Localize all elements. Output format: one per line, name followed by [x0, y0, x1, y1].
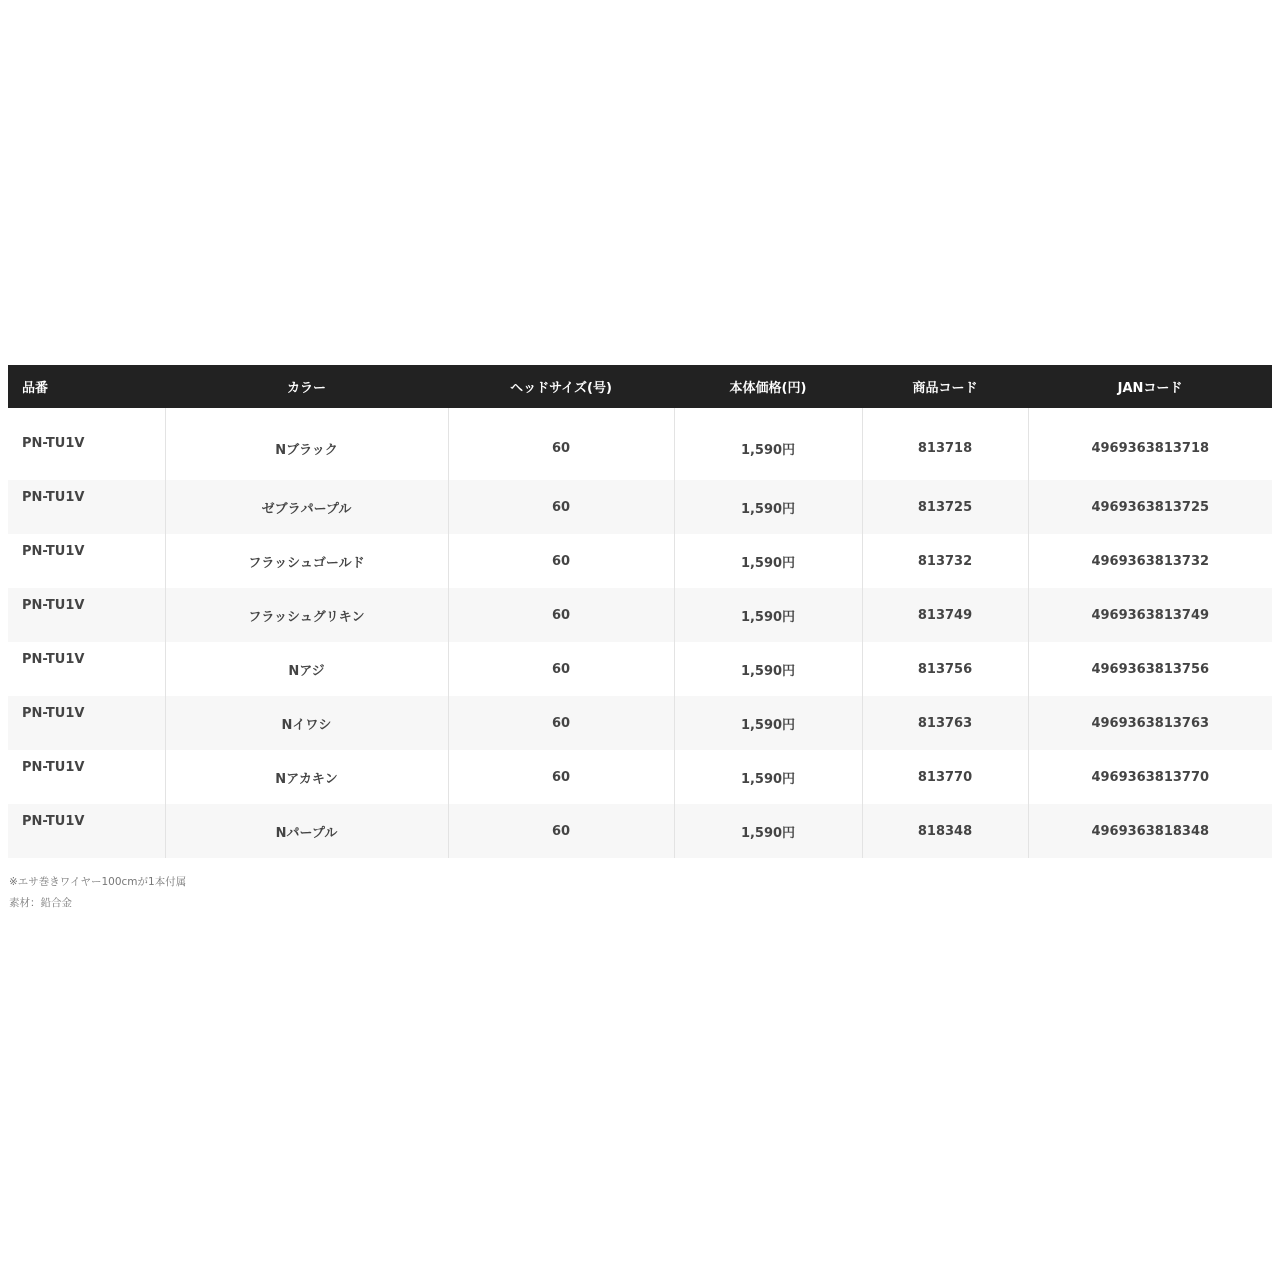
cell-jan-code: 4969363813763: [1028, 696, 1272, 750]
spec-table: [8, 365, 1272, 858]
cell-head-size: 60: [448, 750, 674, 804]
cell-jan-code: 4969363813770: [1028, 750, 1272, 804]
cell-product-code: 813756: [862, 642, 1028, 696]
cell-price: 1,590円: [674, 534, 862, 588]
cell-price: 1,590円: [674, 480, 862, 534]
cell-product-number: PN-TU1V: [8, 588, 165, 642]
table-row: [8, 642, 1272, 696]
table-row: [8, 588, 1272, 642]
cell-product-code: 813749: [862, 588, 1028, 642]
spec-table-wrapper: [8, 365, 1272, 858]
cell-jan-code: 4969363813732: [1028, 534, 1272, 588]
cell-price: 1,590円: [674, 642, 862, 696]
table-row: [8, 480, 1272, 534]
spec-table-header: [8, 365, 1272, 408]
header-row: [8, 365, 1272, 408]
cell-color: フラッシュグリキン: [165, 588, 448, 642]
cell-price: 1,590円: [674, 588, 862, 642]
cell-head-size: 60: [448, 534, 674, 588]
cell-color: フラッシュゴールド: [165, 534, 448, 588]
cell-product-code: 818348: [862, 804, 1028, 858]
table-row: [8, 696, 1272, 750]
cell-product-code: 813725: [862, 480, 1028, 534]
cell-product-number: PN-TU1V: [8, 696, 165, 750]
spec-table-body: [8, 408, 1272, 858]
cell-price: 1,590円: [674, 804, 862, 858]
header-product-number: 品番: [8, 365, 165, 408]
cell-head-size: 60: [448, 480, 674, 534]
note-material: 素材：鉛合金: [9, 897, 72, 909]
cell-color: Nブラック: [165, 408, 448, 480]
table-row: [8, 534, 1272, 588]
cell-color: Nアジ: [165, 642, 448, 696]
table-row: [8, 750, 1272, 804]
cell-color: Nパープル: [165, 804, 448, 858]
cell-head-size: 60: [448, 642, 674, 696]
cell-product-number: PN-TU1V: [8, 408, 165, 480]
cell-product-number: PN-TU1V: [8, 750, 165, 804]
cell-price: 1,590円: [674, 750, 862, 804]
cell-head-size: 60: [448, 696, 674, 750]
table-row: [8, 804, 1272, 858]
cell-product-code: 813718: [862, 408, 1028, 480]
cell-head-size: 60: [448, 804, 674, 858]
cell-price: 1,590円: [674, 408, 862, 480]
header-color: カラー: [165, 365, 448, 408]
header-price: 本体価格(円): [674, 365, 862, 408]
cell-jan-code: 4969363813756: [1028, 642, 1272, 696]
cell-jan-code: 4969363813725: [1028, 480, 1272, 534]
cell-product-number: PN-TU1V: [8, 642, 165, 696]
cell-product-number: PN-TU1V: [8, 534, 165, 588]
cell-jan-code: 4969363818348: [1028, 804, 1272, 858]
cell-color: Nイワシ: [165, 696, 448, 750]
cell-product-code: 813732: [862, 534, 1028, 588]
table-row: [8, 408, 1272, 480]
header-head-size: ヘッドサイズ(号): [448, 365, 674, 408]
cell-product-number: PN-TU1V: [8, 480, 165, 534]
cell-jan-code: 4969363813718: [1028, 408, 1272, 480]
cell-color: Nアカキン: [165, 750, 448, 804]
product-notes: [9, 872, 186, 914]
cell-head-size: 60: [448, 408, 674, 480]
note-wire-included: ※エサ巻きワイヤー100cmが1本付属: [9, 876, 187, 888]
cell-product-code: 813763: [862, 696, 1028, 750]
cell-color: ゼブラパープル: [165, 480, 448, 534]
header-jan-code: JANコード: [1028, 365, 1272, 408]
cell-price: 1,590円: [674, 696, 862, 750]
cell-head-size: 60: [448, 588, 674, 642]
cell-product-number: PN-TU1V: [8, 804, 165, 858]
cell-jan-code: 4969363813749: [1028, 588, 1272, 642]
cell-product-code: 813770: [862, 750, 1028, 804]
header-product-code: 商品コード: [862, 365, 1028, 408]
